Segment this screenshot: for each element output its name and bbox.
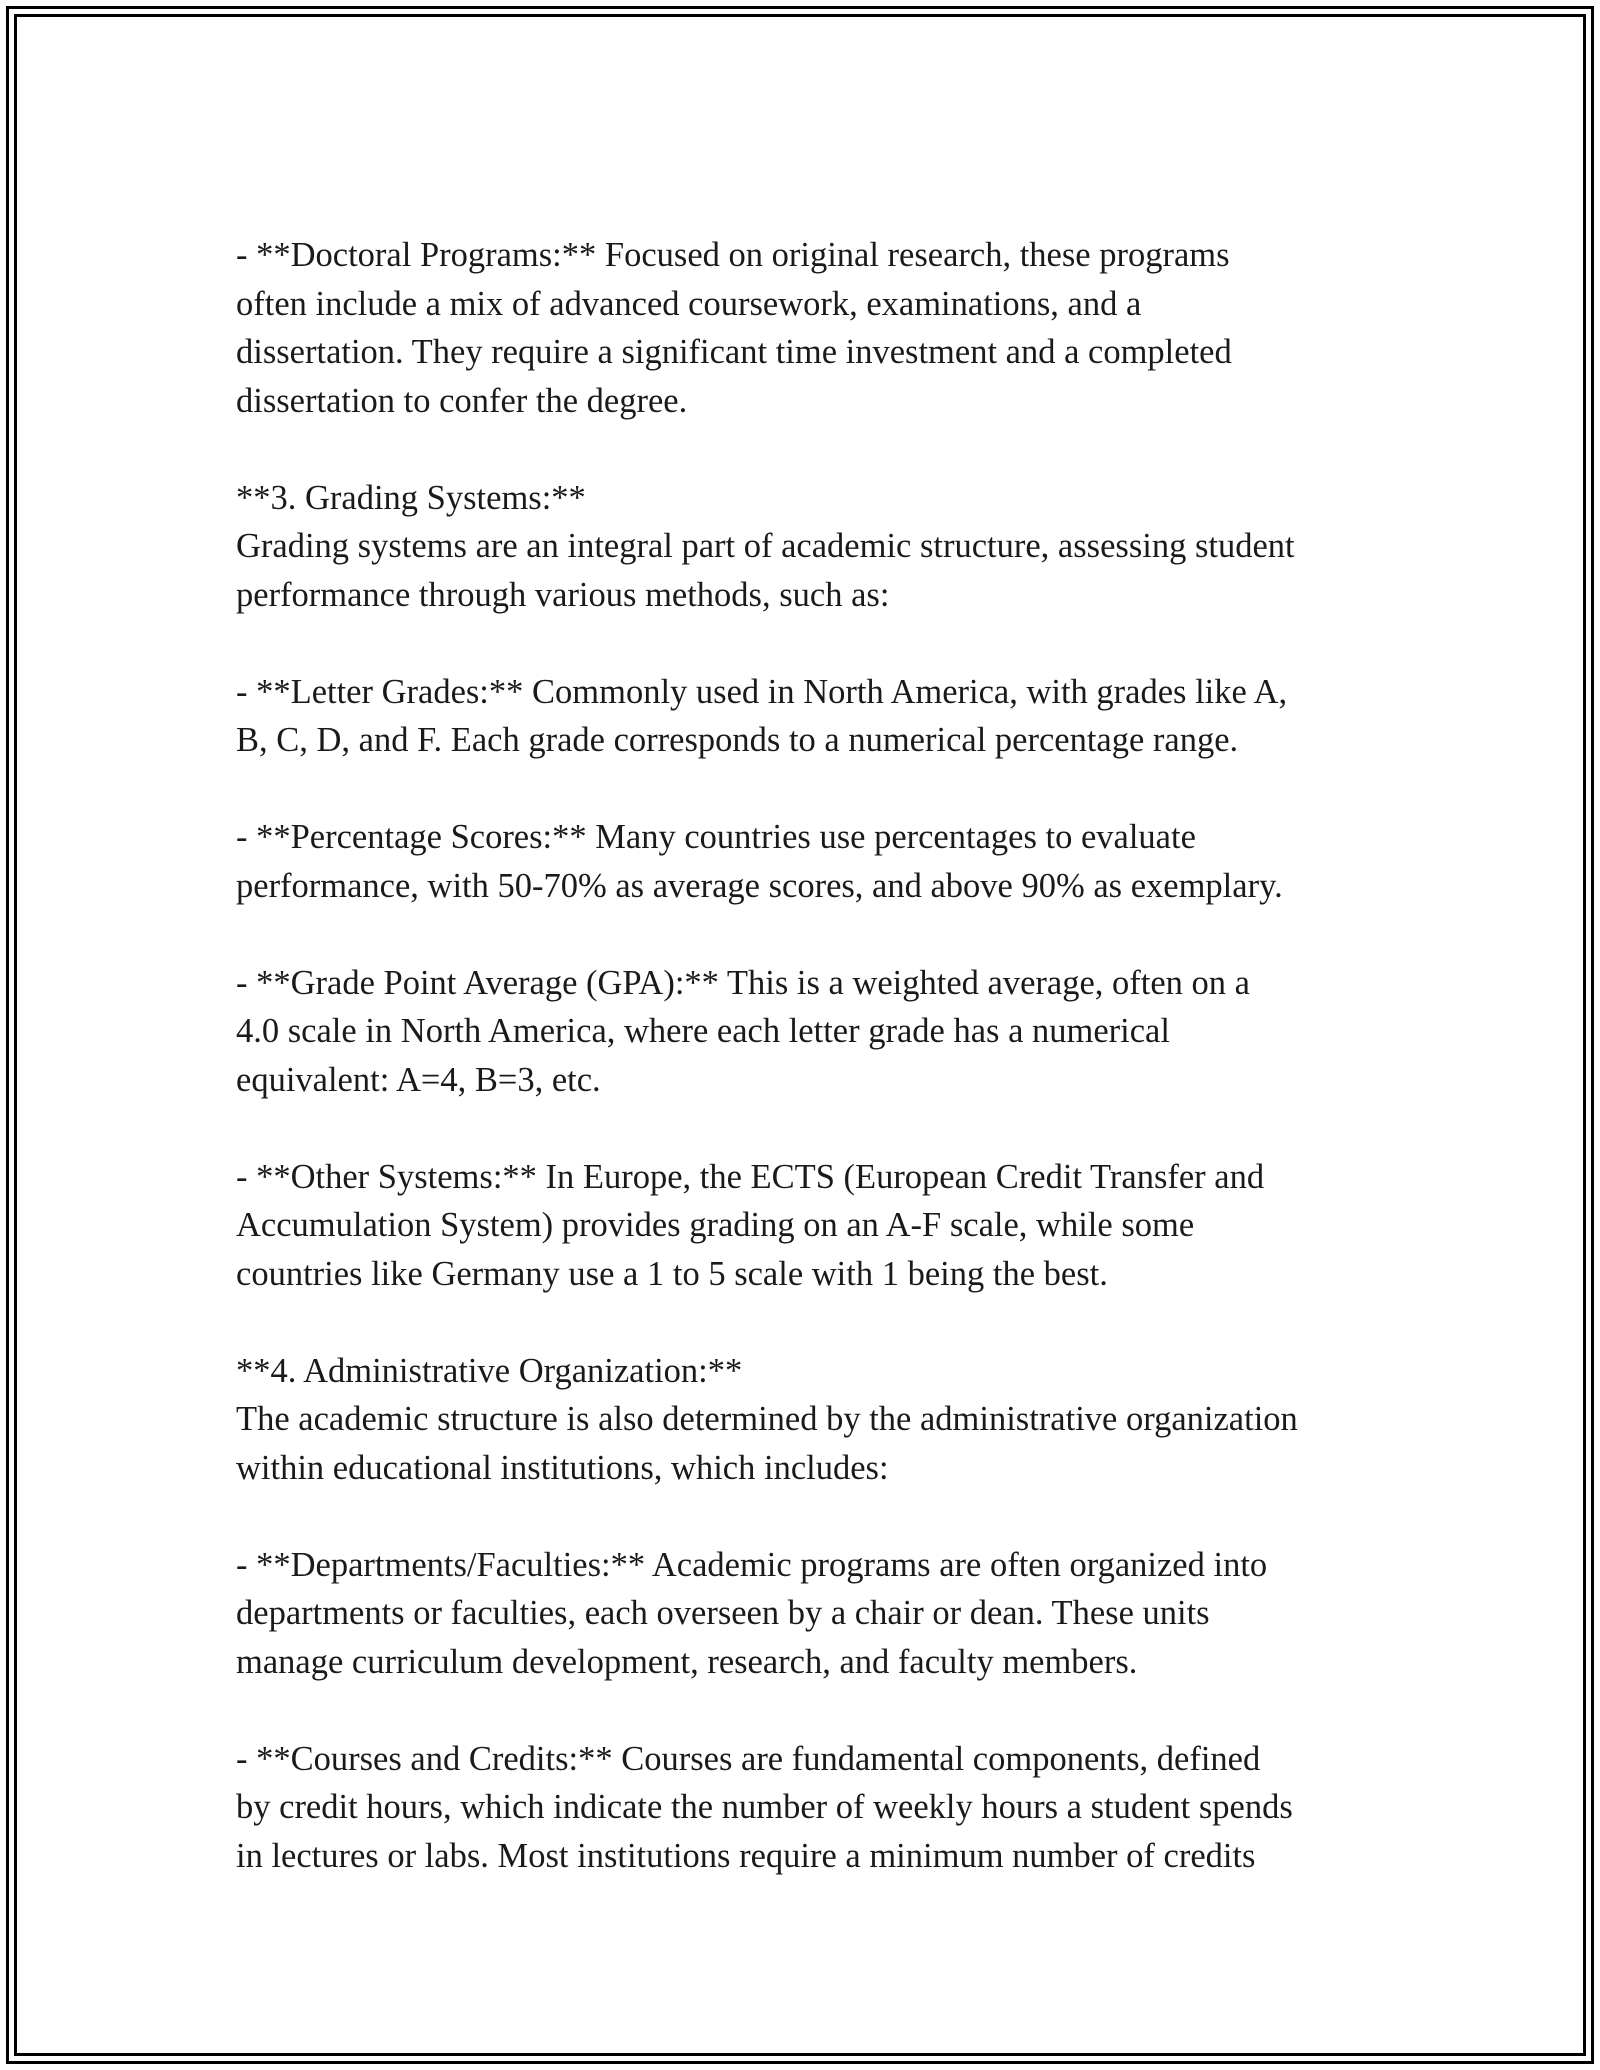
text-line: in lectures or labs. Most institutions require a minimum number of credits <box>236 1836 1256 1875</box>
text-line: manage curriculum development, research, and faculty members. <box>236 1642 1138 1681</box>
text-line: equivalent: A=4, B=3, etc. <box>236 1060 601 1099</box>
text-line: The academic structure is also determined by the administrative organization <box>236 1400 1298 1438</box>
paragraph-gap <box>236 1492 1406 1541</box>
text-line: - **Letter Grades:** Commonly used in North America, with grades like A, <box>236 672 1288 711</box>
text-line: often include a mix of advanced coursework, examinations, and a <box>236 284 1142 323</box>
text-line: - **Grade Point Average (GPA):** This is a weighted average, often on a <box>236 963 1250 1002</box>
text-line: - **Doctoral Programs:** Focused on original research, these programs <box>236 236 1230 274</box>
text-line: by credit hours, which indicate the number of weekly hours a student spends <box>236 1788 1293 1826</box>
text-line: **3. Grading Systems:** <box>236 478 586 517</box>
text-line: countries like Germany use a 1 to 5 scale with 1 being the best. <box>236 1254 1108 1293</box>
text-line: within educational institutions, which includes: <box>236 1448 889 1487</box>
paragraph-gap <box>236 1298 1406 1347</box>
courses-credits-item <box>236 1735 1406 1881</box>
gpa-item <box>236 959 1406 1105</box>
paragraph-gap <box>236 910 1406 959</box>
text-line: 4.0 scale in North America, where each letter grade has a numerical <box>236 1012 1170 1050</box>
letter-grades-item <box>236 668 1406 765</box>
text-line: B, C, D, and F. Each grade corresponds to a numerical percentage range. <box>236 721 1239 759</box>
paragraph-gap <box>236 765 1406 814</box>
paragraph-gap <box>236 619 1406 668</box>
text-line: performance, with 50-70% as average scores, and above 90% as exemplary. <box>236 866 1283 905</box>
paragraph-gap <box>236 1104 1406 1153</box>
text-line: performance through various methods, such as: <box>236 575 890 614</box>
administrative-organization-section <box>236 1347 1406 1493</box>
paragraph-gap <box>236 425 1406 474</box>
text-line: **4. Administrative Organization:** <box>236 1351 743 1390</box>
text-line: - **Courses and Credits:** Courses are fundamental components, defined <box>236 1739 1261 1778</box>
text-line: - **Other Systems:** In Europe, the ECTS (European Credit Transfer and <box>236 1157 1265 1196</box>
departments-faculties-item <box>236 1541 1406 1687</box>
grading-systems-section <box>236 474 1406 620</box>
text-line: dissertation. They require a significant time investment and a completed <box>236 333 1232 371</box>
text-line: dissertation to confer the degree. <box>236 381 688 420</box>
text-line: Grading systems are an integral part of academic structure, assessing student <box>236 527 1295 565</box>
text-line: - **Percentage Scores:** Many countries use percentages to evaluate <box>236 818 1196 856</box>
document-body <box>236 231 1406 1880</box>
doctoral-programs-item <box>236 231 1406 425</box>
text-line: departments or faculties, each overseen by a chair or dean. These units <box>236 1594 1210 1632</box>
text-line: Accumulation System) provides grading on an A-F scale, while some <box>236 1206 1195 1244</box>
paragraph-gap <box>236 1686 1406 1735</box>
other-systems-item <box>236 1153 1406 1299</box>
percentage-scores-item <box>236 813 1406 910</box>
text-line: - **Departments/Faculties:** Academic programs are often organized into <box>236 1545 1268 1584</box>
